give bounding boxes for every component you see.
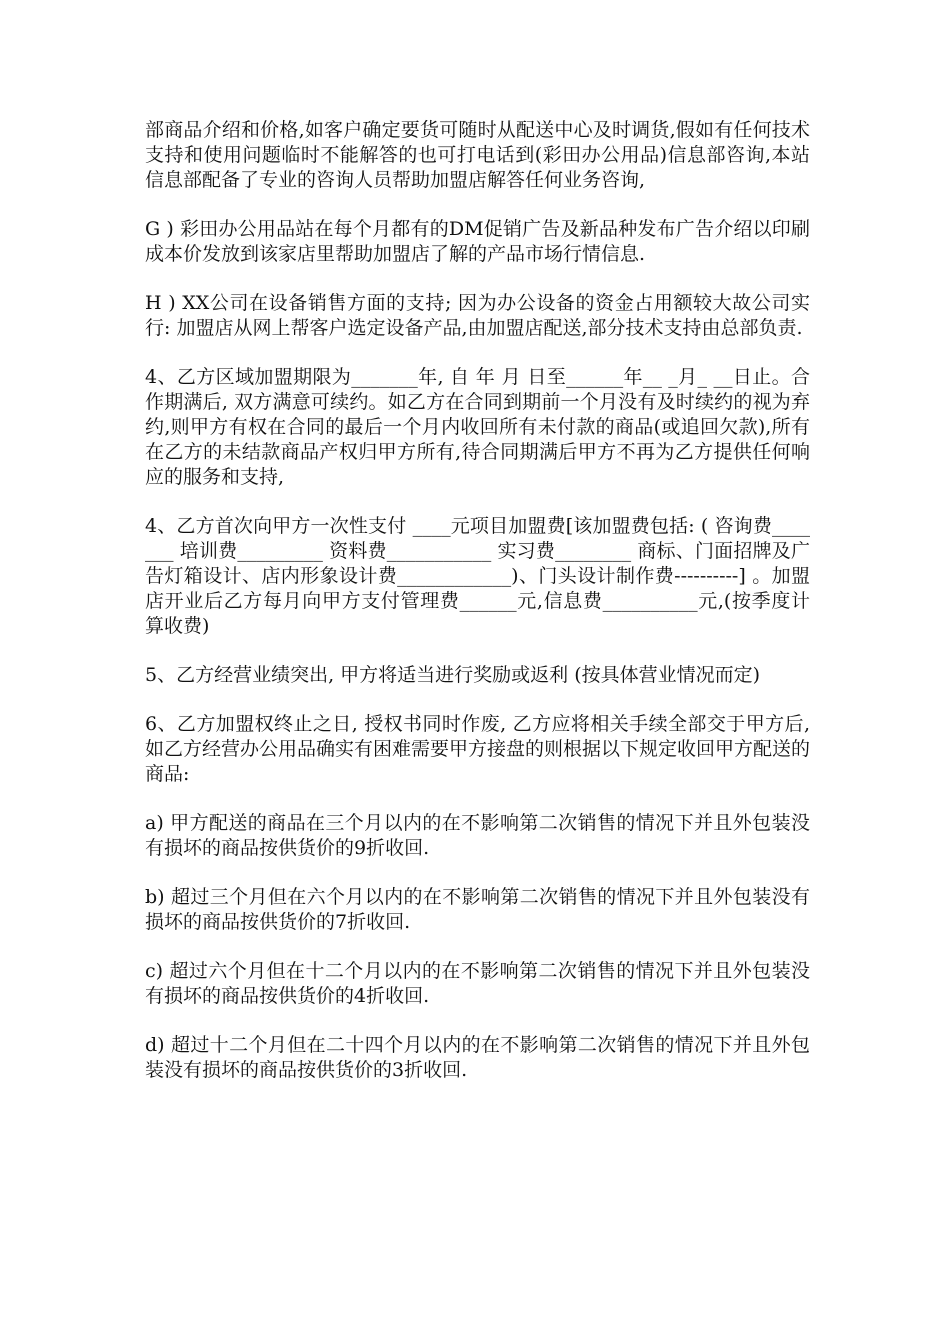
paragraph-item-g: G ) 彩田办公用品站在每个月都有的DM促销广告及新品种发布广告介绍以印刷成本价发放到该家店里帮助加盟店了解的产品市场行情信息. <box>145 218 810 265</box>
paragraph-clause-franchise-term: 4、乙方区域加盟期限为_______年, 自 年 月 日至______年__ _月_ __日止。合作期满后, 双方满意可续约。如乙方在合同到期前一个月没有及时续约的视为弃约,则甲方有权在合同的最后一个月内收回所有未付款的商品(或追回欠款),所有在乙方的未结款商品产权归甲方所有,待合同期满后甲方不再为乙方提供任何响应的服务和支持, <box>145 366 810 488</box>
paragraph-clause-reward: 5、乙方经营业绩突出, 甲方将适当进行奖励或返利 (按具体营业情况而定) <box>145 664 761 686</box>
paragraph-clause-termination: 6、乙方加盟权终止之日, 授权书同时作废, 乙方应将相关手续全部交于甲方后, 如乙方经营办公用品确实有困难需要甲方接盘的则根据以下规定收回甲方配送的商品: <box>145 713 817 785</box>
paragraph-clause-franchise-fee: 4、乙方首次向甲方一次性支付 ____元项目加盟费[该加盟费包括: ( 咨询费_______ 培训费_________ 资料费___________ 实习费________ 商标、门面招牌及广告灯箱设计、店内形象设计费____________)、门头设计制作费----------] 。加盟店开业后乙方每月向甲方支付管理费______元,信息费__________元,(按季度计算收费) <box>145 515 810 637</box>
paragraph-subitem-a: a) 甲方配送的商品在三个月以内的在不影响第二次销售的情况下并且外包装没有损坏的商品按供货价的9折收回. <box>145 812 810 859</box>
paragraph-subitem-d: d) 超过十二个月但在二十四个月以内的在不影响第二次销售的情况下并且外包装没有损坏的商品按供货价的3折收回. <box>145 1034 810 1081</box>
paragraph-product-info: 部商品介绍和价格,如客户确定要货可随时从配送中心及时调货,假如有任何技术支持和使用问题临时不能解答的也可打电话到(彩田办公用品)信息部咨询,本站信息部配备了专业的咨询人员帮助加盟店解答任何业务咨询, <box>145 119 810 191</box>
paragraph-subitem-b: b) 超过三个月但在六个月以内的在不影响第二次销售的情况下并且外包装没有损坏的商品按供货价的7折收回. <box>145 886 810 933</box>
paragraph-item-h: H ) XX公司在设备销售方面的支持; 因为办公设备的资金占用额较大故公司实行: 加盟店从网上帮客户选定设备产品,由加盟店配送,部分技术支持由总部负责. <box>145 292 810 339</box>
document-body <box>145 118 817 1107</box>
paragraph-subitem-c: c) 超过六个月但在十二个月以内的在不影响第二次销售的情况下并且外包装没有损坏的商品按供货价的4折收回. <box>145 960 810 1007</box>
